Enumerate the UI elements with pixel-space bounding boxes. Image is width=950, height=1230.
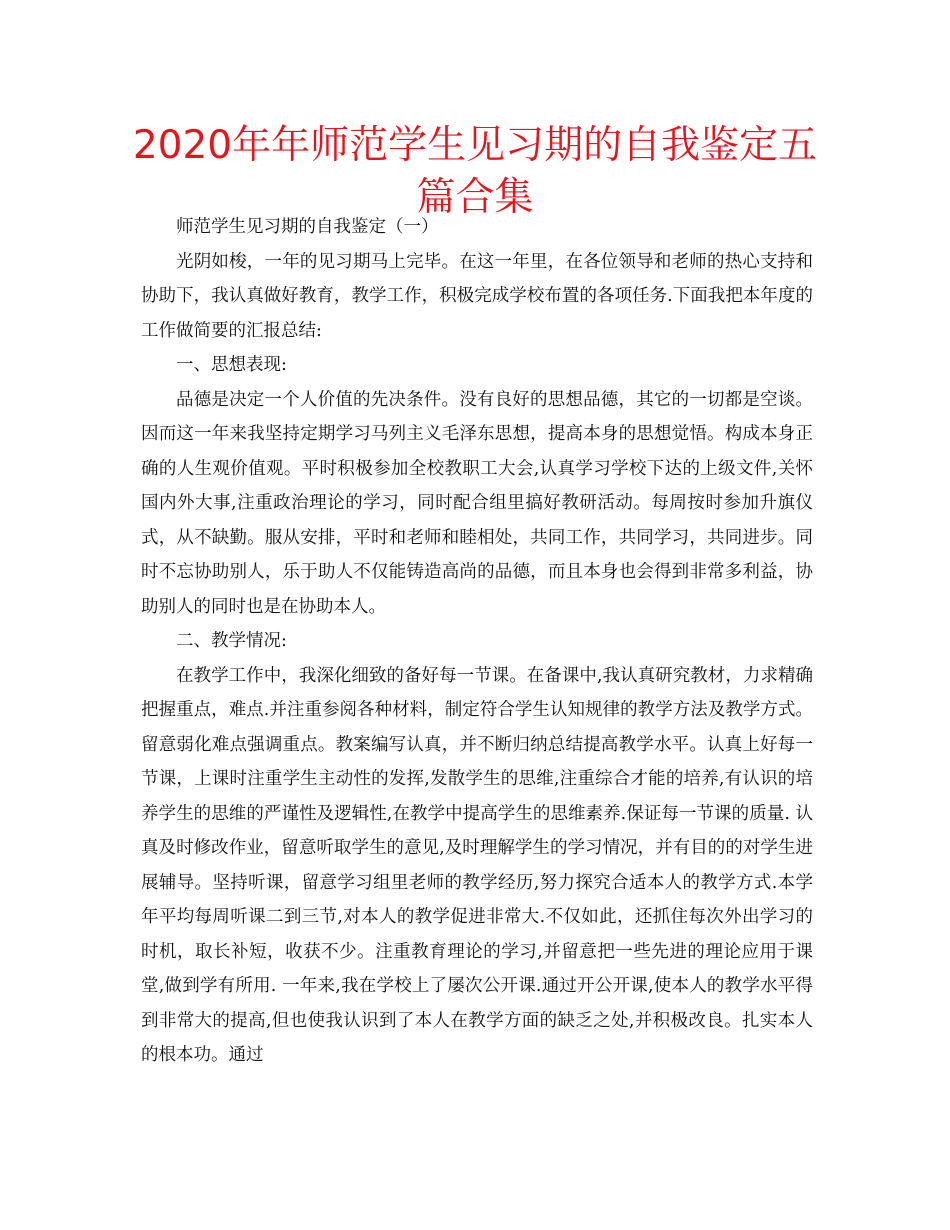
document-title: 2020年年师范学生见习期的自我鉴定五篇合集 <box>132 123 818 220</box>
document-body <box>141 210 813 1073</box>
paragraph-thoughts: 品德是决定一个人价值的先决条件。没有良好的思想品德，其它的一切都是空谈。因而这一年来我坚持定期学习马列主义毛泽东思想，提高本身的思想觉悟。构成本身正确的人生观价值观。平时积极参加全校教职工大会,认真学习学校下达的上级文件,关怀国内外大事,注重政治理论的学习，同时配合组里搞好教研活动。每周按时参加升旗仪式，从不缺勤。服从安排，平时和老师和睦相处，共同工作，共同学习，共同进步。同时不忘协助别人，乐于助人不仅能铸造高尚的品德，而且本身也会得到非常多利益，协助别人的同时也是在协助本人。 <box>141 389 813 617</box>
paragraph-section-heading: 师范学生见习期的自我鉴定（一） <box>176 217 439 237</box>
paragraph-intro: 光阴如梭，一年的见习期马上完毕。在这一年里，在各位领导和老师的热心支持和协助下，我认真做好教育，教学工作，积极完成学校布置的各项任务.下面我把本年度的工作做简要的汇报总结: <box>141 251 813 341</box>
paragraph-teaching: 在教学工作中，我深化细致的备好每一节课。在备课中,我认真研究教材，力求精确把握重点，难点.并注重参阅各种材料，制定符合学生认知规律的教学方法及教学方式。留意弱化难点强调重点。教案编写认真，并不断归纳总结提高教学水平。认真上好每一节课，上课时注重学生主动性的发挥,发散学生的思维,注重综合才能的培养,有认识的培养学生的思维的严谨性及逻辑性,在教学中提高学生的思维素养.保证每一节课的质量. 认真及时修改作业，留意听取学生的意见,及时理解学生的学习情况，并有目的的对学生进展辅导。坚持听课，留意学习组里老师的教学经历,努力探究合适本人的教学方式.本学年平均每周听课二到三节,对本人的教学促进非常大.不仅如此，还抓住每次外出学习的时机，取长补短，收获不少。注重教育理论的学习,并留意把一些先进的理论应用于课堂,做到学有所用. 一年来,我在学校上了屡次公开课.通过开公开课,使本人的教学水平得到非常大的提高,但也使我认识到了本人在教学方面的缺乏之处,并积极改良。扎实本人的根本功。通过 <box>141 665 813 1065</box>
paragraph-heading-thoughts: 一、思想表现: <box>176 355 287 375</box>
paragraph-heading-teaching: 二、教学情况: <box>176 631 287 651</box>
